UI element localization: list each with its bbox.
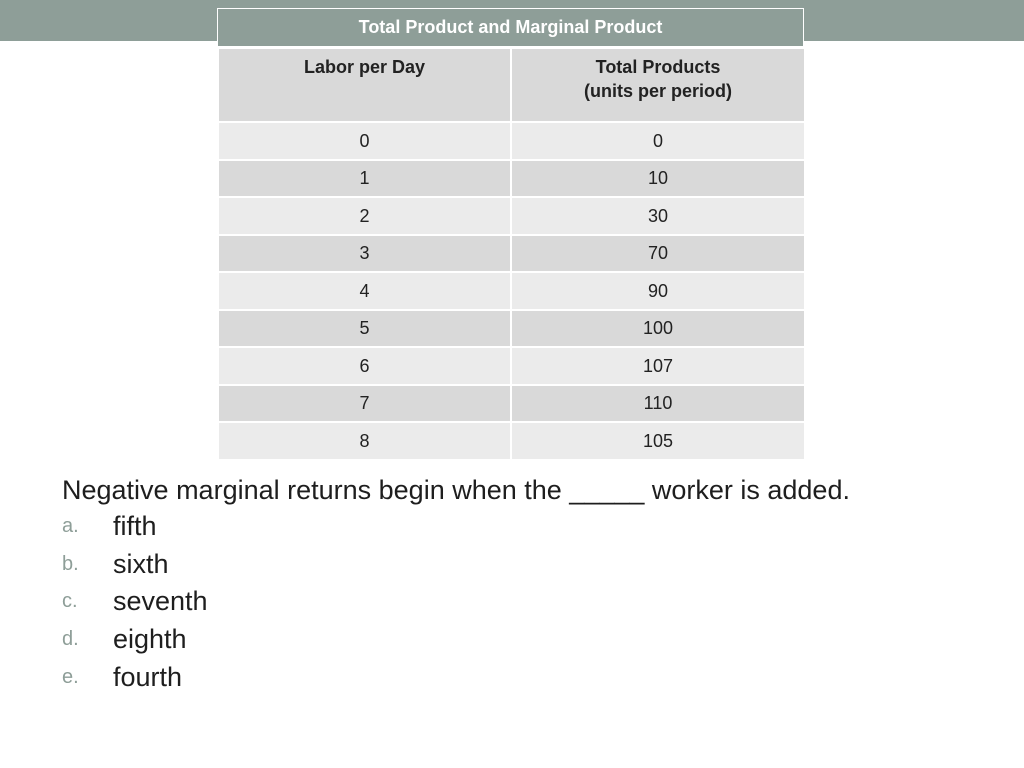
- labor-cell: 6: [218, 347, 511, 385]
- column-header-total: [511, 48, 805, 122]
- product-table: [217, 8, 804, 461]
- total-cell: 0: [511, 122, 805, 160]
- option-letter: b.: [62, 552, 79, 575]
- column-header-total-line1: Total Products: [595, 57, 721, 77]
- option-letter: c.: [62, 590, 78, 613]
- column-header-total-line2: (units per period): [584, 81, 732, 101]
- option-letter: e.: [62, 665, 79, 688]
- total-cell: 110: [511, 385, 805, 423]
- total-cell: 107: [511, 347, 805, 385]
- labor-cell: 4: [218, 272, 511, 310]
- answer-options: [62, 508, 208, 696]
- labor-cell: 7: [218, 385, 511, 423]
- labor-cell: 5: [218, 310, 511, 348]
- column-header-labor: Labor per Day: [218, 48, 511, 122]
- table-row: [218, 235, 805, 273]
- total-cell: 30: [511, 197, 805, 235]
- option-text: fifth: [113, 511, 157, 542]
- labor-cell: 2: [218, 197, 511, 235]
- table-row: [218, 310, 805, 348]
- total-cell: 100: [511, 310, 805, 348]
- option-text: sixth: [113, 548, 169, 579]
- labor-cell: 1: [218, 160, 511, 198]
- table-row: [218, 385, 805, 423]
- labor-cell: 3: [218, 235, 511, 273]
- option-letter: a.: [62, 515, 79, 538]
- labor-cell: 0: [218, 122, 511, 160]
- option-a: [62, 508, 208, 546]
- table-row: [218, 122, 805, 160]
- table-row: [218, 422, 805, 460]
- table-row: [218, 160, 805, 198]
- option-letter: d.: [62, 628, 79, 651]
- table-row: [218, 197, 805, 235]
- table-title: Total Product and Marginal Product: [217, 8, 804, 47]
- table-row: [218, 347, 805, 385]
- question-text: Negative marginal returns begin when the _____ worker is added.: [62, 475, 850, 505]
- total-cell: 10: [511, 160, 805, 198]
- option-text: seventh: [113, 586, 208, 617]
- option-text: fourth: [113, 661, 183, 692]
- data-table: [217, 47, 806, 461]
- option-c: [62, 583, 208, 621]
- option-b: [62, 546, 208, 584]
- total-cell: 70: [511, 235, 805, 273]
- header-row: [218, 48, 805, 122]
- option-text: eighth: [113, 624, 187, 655]
- table-row: [218, 272, 805, 310]
- total-cell: 90: [511, 272, 805, 310]
- option-e: [62, 658, 208, 696]
- option-d: [62, 621, 208, 659]
- labor-cell: 8: [218, 422, 511, 460]
- total-cell: 105: [511, 422, 805, 460]
